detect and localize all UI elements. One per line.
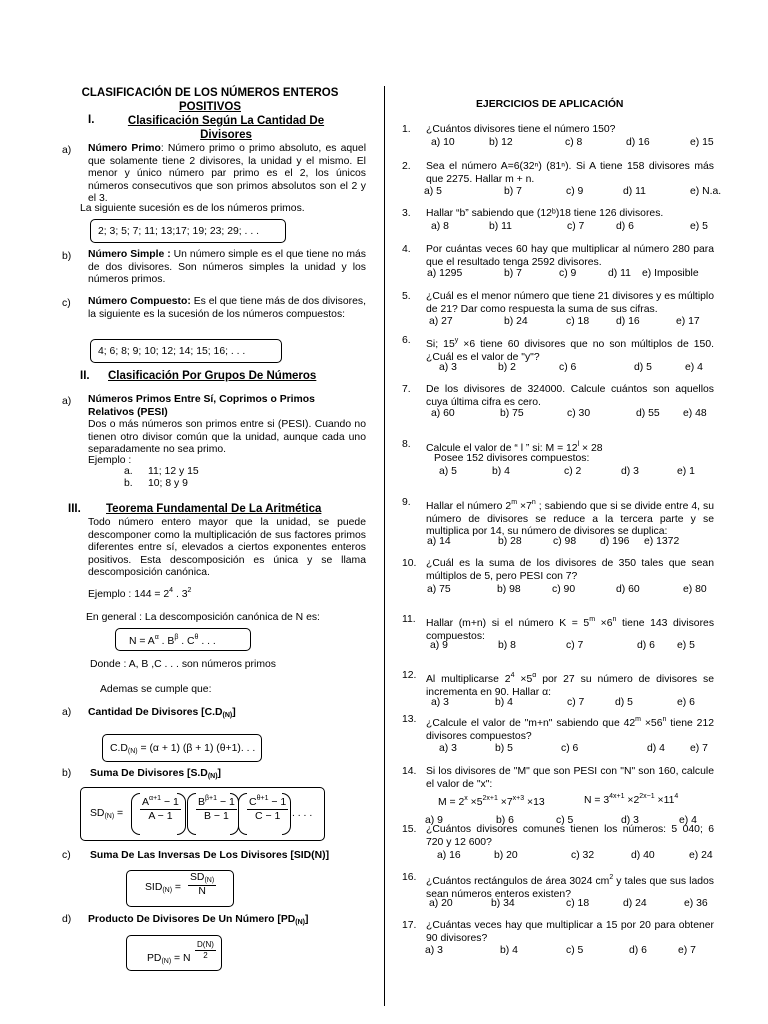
option-a[interactable]: a) 8 xyxy=(431,221,449,232)
option-d[interactable]: d) 5 xyxy=(615,697,633,708)
canon-end: . . . xyxy=(198,636,216,647)
ejemplo-label: Ejemplo : xyxy=(88,455,132,466)
exercise-text xyxy=(426,208,714,221)
ejemplo-144 xyxy=(88,587,191,601)
simple-paragraph xyxy=(88,249,366,287)
option-a[interactable]: a) 5 xyxy=(439,466,457,477)
option-b[interactable]: b) 98 xyxy=(497,584,521,595)
exercise-number: 8. xyxy=(402,439,411,450)
option-c[interactable]: c) 7 xyxy=(567,221,585,232)
exercise-text xyxy=(426,335,714,364)
sd-title-text: Suma De Divisores [S.D xyxy=(90,768,208,779)
exercise-statement-b: × 28 xyxy=(579,443,603,454)
ej144-exp-1: 4 xyxy=(169,587,174,594)
option-d[interactable]: d) 5 xyxy=(634,362,652,373)
option-a[interactable]: a) 3 xyxy=(431,697,449,708)
ej144-exp-2: 2 xyxy=(187,587,192,594)
pd-eq: = N xyxy=(171,953,191,964)
option-e[interactable]: e) 24 xyxy=(689,850,713,861)
canon-e1: α xyxy=(154,634,159,641)
option-a[interactable]: a) 16 xyxy=(437,850,461,861)
exercise-number: 2. xyxy=(402,161,411,172)
option-b[interactable]: b) 6 xyxy=(496,815,514,826)
option-e[interactable]: e) 80 xyxy=(683,584,707,595)
sid-label: c) xyxy=(62,850,71,861)
option-b[interactable]: b) 2 xyxy=(498,362,516,373)
option-d[interactable]: d) 6 xyxy=(637,640,655,651)
exercise-statement: Si los divisores de "M" que son PESI con "N" son 160, calcule el valor de "x": xyxy=(426,766,714,790)
compuesto-sequence: 4; 6; 8; 9; 10; 12; 14; 15; 16; . . . xyxy=(98,346,246,357)
exercise-text xyxy=(426,766,714,791)
primo-sequence: 2; 3; 5; 7; 11; 13;17; 19; 23; 29; . . . xyxy=(98,226,259,237)
section-1-number: I. xyxy=(88,114,95,126)
section-2-title: Clasificación Por Grupos De Números xyxy=(108,370,317,382)
option-e[interactable]: e) N.a. xyxy=(690,186,722,197)
option-c[interactable]: c) 98 xyxy=(553,536,577,547)
exercise-statement-b: por 27 su número de divisores se incrementa en 90. Hallar α: xyxy=(426,674,714,698)
option-c[interactable]: c) 2 xyxy=(564,466,582,477)
exercise-text xyxy=(426,384,714,409)
cd-title-end: ] xyxy=(232,707,236,718)
exercise-text xyxy=(426,244,714,269)
formula-n-part: ×2 xyxy=(624,795,640,806)
sd-n2: B xyxy=(198,796,206,808)
sid-lhs-sub: (N) xyxy=(162,887,173,894)
pd-title xyxy=(88,914,308,927)
formula-m-part: ×13 xyxy=(524,797,545,808)
option-d[interactable]: d) 16 xyxy=(626,137,650,148)
pd-lhs-text: PD xyxy=(147,953,162,964)
exercise-line-2: Posee 152 divisores compuestos: xyxy=(434,453,590,464)
option-a[interactable]: a) 20 xyxy=(429,898,453,909)
option-b[interactable]: b) 11 xyxy=(489,221,512,232)
exercise-exponent-1: 4 xyxy=(510,672,515,679)
option-e[interactable]: e) Imposible xyxy=(642,268,699,279)
exercise-number: 9. xyxy=(402,497,411,508)
option-a[interactable]: a) 27 xyxy=(429,316,453,327)
exercise-10 xyxy=(402,558,714,583)
exercise-statement-mid: ×56 xyxy=(641,718,663,729)
formula-n-part: 4x+1 xyxy=(609,793,625,800)
exercise-exponent: y xyxy=(454,337,459,344)
cd-label: a) xyxy=(62,707,72,718)
exercise-number: 10. xyxy=(402,558,417,569)
section-2-number: II. xyxy=(80,370,90,382)
option-e[interactable]: e) 4 xyxy=(685,362,703,373)
exercise-exponent: 2 xyxy=(609,874,614,881)
exercise-12 xyxy=(402,670,714,699)
title-line-2: POSITIVOS xyxy=(179,101,241,113)
exercise-text xyxy=(426,161,714,186)
section-1-title-line-2: Divisores xyxy=(200,129,252,141)
formula-m-part: M = 2 xyxy=(438,797,465,808)
option-a[interactable]: a) 3 xyxy=(439,362,457,373)
option-b[interactable]: b) 5 xyxy=(495,743,513,754)
option-b[interactable]: b) 20 xyxy=(494,850,518,861)
option-b[interactable]: b) 4 xyxy=(492,466,510,477)
option-c[interactable]: c) 6 xyxy=(561,743,579,754)
pd-title-text: Producto De Divisores De Un Número [PD xyxy=(88,914,296,925)
item-c-label: c) xyxy=(62,298,71,309)
option-a[interactable]: a) 5 xyxy=(424,186,442,197)
sd-n2-e: β+1 xyxy=(205,795,218,802)
exercise-text xyxy=(426,714,714,743)
primo-seq-intro: La siguiente sucesión es de los números primos. xyxy=(80,203,305,214)
option-b[interactable]: b) 8 xyxy=(498,640,516,651)
exercise-number: 15. xyxy=(402,824,417,835)
exercise-statement-a: Hallar el número 2 xyxy=(426,501,512,512)
sid-num: SD xyxy=(190,872,205,883)
option-e[interactable]: e) 6 xyxy=(677,697,695,708)
option-b[interactable]: b) 75 xyxy=(500,408,524,419)
exercise-exponent-1: m xyxy=(589,616,596,623)
option-e[interactable]: e) 15 xyxy=(690,137,714,148)
exercise-number: 16. xyxy=(402,872,417,883)
exercise-4 xyxy=(402,244,714,269)
exercise-statement-mid: ×6 xyxy=(595,618,613,629)
exercise-17 xyxy=(402,920,714,945)
pd-lhs-sub: (N) xyxy=(161,958,172,965)
exercise-statement-a: Calcule el valor de “ l ” si: M = 12 xyxy=(426,443,578,454)
exercise-14 xyxy=(402,766,714,791)
option-a[interactable]: a) 10 xyxy=(431,137,455,148)
exercise-number: 12. xyxy=(402,670,417,681)
sd-paren-1-right xyxy=(177,793,186,835)
sd-n3-r: − 1 xyxy=(268,796,287,808)
option-c[interactable]: c) 18 xyxy=(566,898,590,909)
exercise-statement: ¿Cuál es el menor número que tiene 21 divisores y es múltiplo de 21? Dar como respuesta la suma de sus cifras. xyxy=(426,291,714,315)
sd-n1-r: − 1 xyxy=(161,796,179,808)
sd-d3: C − 1 xyxy=(254,809,281,822)
option-d[interactable]: d) 4 xyxy=(647,743,665,754)
option-a[interactable]: a) 60 xyxy=(431,408,455,419)
exercise-statement-b: ×6 tiene 60 divisores que no son múltiplos de 150. ¿Cuál es el valor de "y"? xyxy=(426,339,714,363)
exercise-statement: ¿Cuántas veces hay que multiplicar a 15 por 20 para obtener 90 divisores? xyxy=(426,920,714,944)
exercise-text xyxy=(426,670,714,699)
exercise-statement-a: Hallar (m+n) si el número K = 5 xyxy=(426,618,590,629)
exercise-statement: Hallar “b” sabiendo que (12ᵇ)18 tiene 126 divisores. xyxy=(426,208,664,219)
option-c[interactable]: c) 6 xyxy=(559,362,577,373)
exercise-statement-b: ; sabiendo que si se divide entre 4, su número de divisores se reduce a la tercera parte y se multiplica por 14, su número de divisores se duplica: xyxy=(426,501,715,538)
pd-title-sub: (N) xyxy=(295,919,305,926)
sd-label: b) xyxy=(62,768,72,779)
exercise-exponent-1: m xyxy=(511,499,518,506)
formula-m-part: ×7 xyxy=(497,797,513,808)
pd-lhs xyxy=(147,953,191,966)
page-title xyxy=(60,86,360,114)
option-e[interactable]: e) 1 xyxy=(677,466,695,477)
primo-paragraph xyxy=(88,143,366,206)
option-c[interactable]: c) 7 xyxy=(567,697,585,708)
canon-e3: θ xyxy=(194,634,199,641)
option-e[interactable]: e) 7 xyxy=(690,743,708,754)
item-a-label: a) xyxy=(62,145,72,156)
option-e[interactable]: e) 7 xyxy=(678,945,696,956)
exercise-16 xyxy=(402,872,714,901)
section-3-number: III. xyxy=(68,503,81,515)
sd-paren-3-right xyxy=(282,793,291,835)
exercise-statement: ¿Cuántos divisores tiene el número 150? xyxy=(426,124,616,135)
option-a[interactable]: a) 3 xyxy=(439,743,457,754)
pesi-text: Dos o más números son primos entre si (PESI). Cuando no tienen otro divisor común que la unidad, aunque cada uno separadamente no sea primo. xyxy=(88,419,366,456)
exercise-text xyxy=(426,920,714,945)
primo-term: Número Primo xyxy=(88,143,161,154)
pd-title-end: ] xyxy=(305,914,309,925)
pd-exp-den: 2 xyxy=(203,950,208,960)
option-c[interactable]: c) 7 xyxy=(566,640,584,651)
option-d[interactable]: d) 11 xyxy=(608,268,631,279)
exercise-7 xyxy=(402,384,714,409)
canon-c: . C xyxy=(178,636,195,647)
ejemplo-a-label: a. xyxy=(124,466,133,477)
sd-d1: A − 1 xyxy=(148,809,173,822)
option-e[interactable]: e) 5 xyxy=(690,221,708,232)
option-c[interactable]: c) 30 xyxy=(567,408,591,419)
sd-title xyxy=(90,768,221,781)
option-c[interactable]: c) 5 xyxy=(566,945,584,956)
option-c[interactable]: c) 9 xyxy=(566,186,584,197)
exercise-number: 11. xyxy=(402,614,416,625)
exercise-statement-a: Al multiplicarse 2 xyxy=(426,674,511,685)
option-c[interactable]: c) 5 xyxy=(556,815,574,826)
exercise-text xyxy=(426,558,714,583)
option-b[interactable]: b) 34 xyxy=(491,898,515,909)
option-d[interactable]: d) 196 xyxy=(600,536,630,547)
exercise-statement: Por cuántas veces 60 hay que multiplicar al número 280 para que el resultado tenga 2592 divisores. xyxy=(426,244,714,268)
section-1-title xyxy=(110,114,342,142)
sid-lhs xyxy=(145,882,181,895)
exercise-statement-b: y tales que sus lados sean números enteros existen? xyxy=(426,876,714,900)
exercise-number: 7. xyxy=(402,384,411,395)
column-divider xyxy=(384,86,385,1006)
option-d[interactable]: d) 16 xyxy=(616,316,640,327)
title-line-1: CLASIFICACIÓN DE LOS NÚMEROS ENTEROS xyxy=(81,87,339,99)
pesi-title xyxy=(88,394,366,419)
option-d[interactable]: d) 6 xyxy=(616,221,634,232)
exercise-number: 6. xyxy=(402,335,411,346)
sid-num-sub: (N) xyxy=(204,877,215,884)
sid-title: Suma De Las Inversas De Los Divisores [SID(N)] xyxy=(90,850,330,861)
option-e[interactable]: e) 48 xyxy=(683,408,707,419)
option-d[interactable]: d) 3 xyxy=(621,466,639,477)
sd-n3-e: θ+1 xyxy=(256,795,269,802)
option-b[interactable]: b) 7 xyxy=(504,186,522,197)
option-b[interactable]: b) 4 xyxy=(495,697,513,708)
option-c[interactable]: c) 8 xyxy=(565,137,583,148)
option-d[interactable]: d) 60 xyxy=(616,584,640,595)
sid-den: N xyxy=(198,886,206,898)
formula-n-part: 2x−1 xyxy=(639,793,655,800)
exercise-number: 4. xyxy=(402,244,411,255)
cd-formula-lhs: C.D xyxy=(110,743,128,754)
ejemplo-b-label: b. xyxy=(124,478,133,489)
exercise-exponent-2: n xyxy=(662,716,667,723)
option-e[interactable]: e) 1372 xyxy=(644,536,680,547)
primo-text: : Número primo o primo absoluto, es aquel que solamente tiene 2 divisores, la unidad y el mismo. El menor y único número par primo es el 2, los únicos números consecutivos que son primos absolutos son el 2 y el 3. xyxy=(88,143,366,205)
sd-n3: C xyxy=(249,796,257,808)
formula-n-part: N = 3 xyxy=(584,795,610,806)
tfa-text: Todo número entero mayor que la unidad, se puede descomponer como la multiplicación de sus factores primos diferentes entre sí, elevados a ciertos exponentes enteros positivos. Esta descomposición es única y se llama descomposición canónica. xyxy=(88,517,366,579)
item-a2-label: a) xyxy=(62,396,72,407)
exercise-text xyxy=(426,497,714,539)
compuesto-term: Número Compuesto: xyxy=(88,296,191,307)
option-e[interactable]: e) 36 xyxy=(684,898,708,909)
option-b[interactable]: b) 24 xyxy=(504,316,528,327)
exercise-number: 13. xyxy=(402,714,417,725)
section-3-title: Teorema Fundamental De La Aritmética xyxy=(106,503,322,515)
simple-term: Número Simple : xyxy=(88,249,171,260)
exercise-text xyxy=(426,872,714,901)
sd-n1: A xyxy=(142,796,150,808)
option-c[interactable]: c) 32 xyxy=(571,850,595,861)
sid-frac xyxy=(186,872,218,899)
exercise-13 xyxy=(402,714,714,743)
formula-n-part: 4 xyxy=(674,793,679,800)
ej144-base: Ejemplo : 144 = 2 xyxy=(88,589,170,600)
canon-a: N = A xyxy=(129,636,155,647)
pd-label: d) xyxy=(62,914,72,925)
cd-title-sub: (N) xyxy=(222,712,233,719)
option-c[interactable]: c) 9 xyxy=(559,268,577,279)
option-d[interactable]: d) 11 xyxy=(623,186,646,197)
sd-d2: B − 1 xyxy=(204,809,229,822)
formula-n xyxy=(584,793,678,807)
exercise-number: 3. xyxy=(402,208,411,219)
exercise-text xyxy=(426,291,714,316)
exercise-number: 14. xyxy=(402,766,417,777)
exercise-exponent-2: α xyxy=(532,672,537,679)
exercise-5 xyxy=(402,291,714,316)
ademas-text: Ademas se cumple que: xyxy=(100,684,212,695)
compuesto-text: Es el que tiene más de dos divisores, la siguiente es la sucesión de los números compuestos: xyxy=(88,296,366,320)
simple-text: Un número simple es el que tiene no más de dos divisores. Son números simples la unidad y los números primos. xyxy=(88,249,367,286)
option-e[interactable]: e) 4 xyxy=(679,815,697,826)
exercise-6 xyxy=(402,335,714,364)
sd-title-end: ] xyxy=(217,768,221,779)
cd-title xyxy=(88,707,236,720)
option-c[interactable]: c) 90 xyxy=(552,584,576,595)
pesi-title-line-1: Números Primos Entre Sí, Coprimos o Primos xyxy=(88,394,315,405)
formula-m-part: ×5 xyxy=(467,797,483,808)
option-a[interactable]: a) 14 xyxy=(427,536,451,547)
formula-m xyxy=(438,795,545,809)
cd-formula-sub: (N) xyxy=(127,748,138,755)
option-e[interactable]: e) 5 xyxy=(677,640,695,651)
option-d[interactable]: d) 40 xyxy=(631,850,655,861)
sd-n2-r: − 1 xyxy=(217,796,235,808)
sd-n1-e: α+1 xyxy=(149,795,162,802)
exercise-exponent-1: m xyxy=(635,716,641,723)
cd-formula xyxy=(110,743,255,756)
section-1-title-line-1: Clasificación Según La Cantidad De xyxy=(127,115,325,127)
exercise-statement: ¿Cuál es la suma de los divisores de 350 tales que sean múltiplos de 5, pero PESI con 7? xyxy=(426,558,714,582)
cd-title-text: Cantidad De Divisores [C.D xyxy=(88,707,223,718)
pd-exp-num: D(N) xyxy=(197,940,214,949)
exercise-statement-b: tiene 212 divisores compuestos? xyxy=(426,718,714,742)
option-b[interactable]: b) 7 xyxy=(504,268,522,279)
general-text: En general : La descomposición canónica de N es: xyxy=(86,612,320,623)
option-b[interactable]: b) 12 xyxy=(489,137,513,148)
exercise-exponent: l xyxy=(577,441,580,448)
exercise-11 xyxy=(402,614,714,643)
canon-formula xyxy=(129,634,216,648)
ejemplo-b: 10; 8 y 9 xyxy=(148,478,188,489)
option-e[interactable]: e) 17 xyxy=(676,316,700,327)
sd-lhs-sub: (N) xyxy=(104,813,115,820)
exercise-number: 17. xyxy=(402,920,417,931)
exercise-statement: De los divisores de 324000. Calcule cuántos son aquellos cuya última cifra es cero. xyxy=(426,384,714,408)
option-b[interactable]: b) 28 xyxy=(498,536,522,547)
exercise-9 xyxy=(402,497,714,539)
ej144-mid: . 3 xyxy=(173,589,188,600)
exercise-statement-a: Si; 15 xyxy=(426,339,455,350)
exercise-text xyxy=(426,824,714,849)
sid-lhs-text: SID xyxy=(145,882,163,893)
exercise-number: 1. xyxy=(402,124,411,135)
option-d[interactable]: d) 3 xyxy=(621,815,639,826)
exercise-3 xyxy=(402,208,714,221)
option-b[interactable]: b) 4 xyxy=(500,945,518,956)
pesi-title-line-2: Relativos (PESI) xyxy=(88,406,168,418)
formula-m-part: x+3 xyxy=(512,795,525,802)
option-a[interactable]: a) 1295 xyxy=(427,268,463,279)
canon-e2: β xyxy=(174,634,179,641)
exercises-heading: EJERCICIOS DE APLICACIÓN xyxy=(476,99,624,110)
exercise-2 xyxy=(402,161,714,186)
ejemplo-a: 11; 12 y 15 xyxy=(148,466,199,477)
sd-lhs-eq: = xyxy=(114,808,124,819)
exercise-1 xyxy=(402,124,714,137)
sd-dots: . . . . xyxy=(292,808,313,819)
formula-n-part: ×11 xyxy=(654,795,675,806)
option-a[interactable]: a) 9 xyxy=(425,815,443,826)
sid-eq: = xyxy=(172,882,182,893)
sd-title-sub: (N) xyxy=(207,773,218,780)
pd-exponent xyxy=(193,940,218,960)
exercise-statement-a: ¿Cuántos rectángulos de área 3024 cm xyxy=(426,876,610,887)
exercise-exponent-2: n xyxy=(531,499,536,506)
exercise-statement: Sea el número A=6(32ⁿ) (81ⁿ). Si A tiene 158 divisores más que 2275. Hallar m + n. xyxy=(426,161,714,185)
exercise-statement-mid: ×5 xyxy=(514,674,533,685)
exercise-statement-b: tiene 143 divisores compuestos: xyxy=(426,618,715,642)
exercise-number: 5. xyxy=(402,291,411,302)
compuesto-paragraph xyxy=(88,296,366,321)
option-d[interactable]: d) 55 xyxy=(636,408,660,419)
formula-m-part: x xyxy=(464,795,468,802)
option-a[interactable]: a) 3 xyxy=(425,945,443,956)
exercise-text xyxy=(426,614,714,643)
exercise-exponent-2: n xyxy=(612,616,617,623)
formula-m-part: 2x+1 xyxy=(482,795,498,802)
donde-text: Donde : A, B ,C . . . son números primos xyxy=(90,659,276,670)
sd-lhs xyxy=(90,808,123,821)
option-d[interactable]: d) 24 xyxy=(623,898,647,909)
exercise-text xyxy=(426,124,714,137)
option-d[interactable]: d) 6 xyxy=(629,945,647,956)
item-b-label: b) xyxy=(62,251,72,262)
exercise-15 xyxy=(402,824,714,849)
exercise-statement-mid: ×7 xyxy=(517,501,532,512)
sd-lhs-text: SD xyxy=(90,808,105,819)
canon-b: . B xyxy=(158,636,175,647)
exercise-statement-a: ¿Calcule el valor de "m+n" sabiendo que 42 xyxy=(426,718,636,729)
cd-formula-rhs: = (α + 1) (β + 1) (θ+1). . . xyxy=(137,743,256,754)
option-a[interactable]: a) 9 xyxy=(430,640,448,651)
option-c[interactable]: c) 18 xyxy=(566,316,590,327)
exercise-statement: ¿Cuántos divisores comunes tienen los números: 5 040; 6 720 y 12 600? xyxy=(426,824,714,848)
option-a[interactable]: a) 75 xyxy=(427,584,451,595)
